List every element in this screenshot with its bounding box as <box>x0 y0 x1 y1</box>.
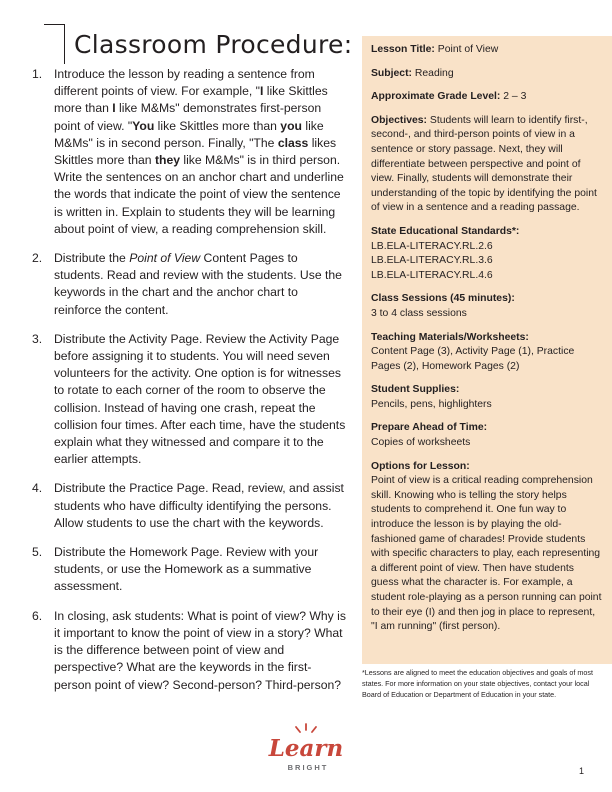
student-supplies-label: Student Supplies: <box>371 384 460 396</box>
step-number: 6. <box>32 608 43 623</box>
procedure-step <box>30 608 348 694</box>
objectives-text: Students will learn to identify first-, second-, and third-person points of view in a sentence or story passage. Next, they will differentiate between perspective and point of view. Finally, students will demonstrate their understanding of the topic by identifying the point of view in a sentence and a reading passage. <box>371 114 597 214</box>
step-emphasis: they <box>154 153 180 168</box>
logo-tagline: BRIGHT <box>287 763 329 772</box>
standard-item: LB.ELA-LITERACY.RL.4.6 <box>371 269 493 281</box>
step-text-run: like M&Ms" is in third person. Write the sentences on an anchor chart and underline the words that indicate the point of view the sentence is written in. Explain to students they will be learning about point of view, a reading comprehension skill. <box>54 153 344 236</box>
step-emphasis: You <box>132 118 155 133</box>
step-text <box>54 481 344 529</box>
teaching-materials-block <box>371 331 604 375</box>
step-number: 3. <box>32 331 43 346</box>
grade-level-block <box>371 90 604 105</box>
teaching-materials-value: Content Page (3), Activity Page (1), Practice Pages (2), Homework Pages (2) <box>371 346 575 372</box>
logo-wordmark: Learn <box>268 735 344 762</box>
sparkle-icon <box>296 724 316 732</box>
step-text-run: like Skittles more than <box>54 84 328 116</box>
step-text-run: like Skittles more than <box>154 118 281 133</box>
step-text-run: Distribute the Activity Page. Review the Activity Page before assigning it to students. You will need seven volunteers for the activity. One option is for witnesses to rotate to each corner of the room to observe the collision. Instead of having one crash, repeat the collision four times. After each time, have the students explain what they witnessed and compare it to the earlier attempts. <box>54 331 346 467</box>
standards-footnote: *Lessons are aligned to meet the education objectives and goals of most states. For more information on your state objectives, contact your local Board of Education or Department of Education in your state. <box>362 668 593 699</box>
class-sessions-value: 3 to 4 class sessions <box>371 307 467 319</box>
standards-label: State Educational Standards*: <box>371 225 520 237</box>
grade-level-value: 2 – 3 <box>503 91 527 103</box>
prepare-ahead-value: Copies of worksheets <box>371 437 471 449</box>
procedure-step <box>30 250 348 319</box>
step-text <box>54 67 344 236</box>
prepare-ahead-label: Prepare Ahead of Time: <box>371 422 488 434</box>
lesson-options-text: Point of view is a critical reading comprehension skill. Knowing who is telling the story helps students to comprehend it. One fun way to introduce the lesson is by playing the old-fashioned game of charades! Provide students with specific characters to play, each representing a different point of view. Then have students guess what the character is. For example, a student role-playing as a person running can point to their eye (I) and then jog in place to represent, "I am running" (first person). <box>371 475 602 633</box>
step-text-run: Distribute the <box>54 251 130 266</box>
subject-block <box>371 67 604 82</box>
step-number: 5. <box>32 545 43 560</box>
procedure-step <box>30 480 348 532</box>
step-text <box>54 332 345 466</box>
class-sessions-block <box>371 292 604 321</box>
procedure-steps-list <box>30 66 348 706</box>
page-title: Classroom Procedure: <box>74 30 353 59</box>
step-text-run: Content Pages to students. Read and review with the students. Use the keywords in the chart and the anchor chart to reinforce the content. <box>54 251 342 317</box>
lesson-title-value: Point of View <box>437 44 499 55</box>
standard-item: LB.ELA-LITERACY.RL.3.6 <box>371 255 493 267</box>
step-emphasis: you <box>280 118 302 133</box>
step-number: 1. <box>32 67 43 81</box>
grade-level-label: Approximate Grade Level: <box>371 91 501 103</box>
student-supplies-block <box>371 383 604 412</box>
objectives-label: Objectives: <box>371 114 428 126</box>
page-number: 1 <box>578 766 584 776</box>
lesson-options-block <box>371 460 604 635</box>
subject-value: Reading <box>414 67 454 79</box>
learn-bright-logo[interactable] <box>256 720 356 780</box>
class-sessions-label: Class Sessions (45 minutes): <box>371 293 515 305</box>
lesson-title-label: Lesson Title: <box>371 44 435 55</box>
prepare-ahead-block <box>371 421 604 450</box>
objectives-block <box>371 114 604 216</box>
step-number: 2. <box>32 251 43 266</box>
title-corner-bracket <box>44 24 64 25</box>
step-number: 4. <box>32 481 43 496</box>
standard-item: LB.ELA-LITERACY.RL.2.6 <box>371 240 493 252</box>
step-emphasis: class <box>277 135 309 150</box>
teaching-materials-label: Teaching Materials/Worksheets: <box>371 331 529 343</box>
standards-block <box>371 225 604 283</box>
step-text <box>54 545 318 593</box>
subject-label: Subject: <box>371 67 412 79</box>
procedure-step <box>30 544 348 596</box>
title-corner-rule <box>64 24 65 64</box>
lesson-info-sidebar <box>362 36 612 664</box>
step-text <box>54 609 346 692</box>
step-text-run: Distribute the Homework Page. Review with your students, or use the Homework as a summative assessment. <box>54 545 319 594</box>
procedure-step <box>30 331 348 469</box>
lesson-title-block <box>371 43 604 58</box>
step-text-run: likes Skittles more than <box>54 135 337 168</box>
step-text-run: In closing, ask students: What is point of view? Why is it important to know the point of view in a story? What is the difference between point of view and perspective? What are the keywords in the first-person point of view? Second-person? Third-person? <box>54 608 346 692</box>
lesson-options-label: Options for Lesson: <box>371 460 470 472</box>
step-emphasis: I <box>259 84 264 99</box>
procedure-step <box>30 66 348 238</box>
step-text-run: like M&Ms" demonstrates first-person point of view. " <box>54 101 322 133</box>
step-text-run: Introduce the lesson by reading a sentence from different points of view. For example, " <box>54 67 315 99</box>
step-text-run: like M&Ms" is in second person. Finally, "The <box>54 118 324 150</box>
student-supplies-value: Pencils, pens, highlighters <box>371 398 492 410</box>
step-text-run: Distribute the Practice Page. Read, review, and assist students who have difficulty identifying the persons. Allow students to use the chart with the keywords. <box>54 481 344 530</box>
step-text <box>54 251 342 317</box>
step-emphasis: I <box>112 101 116 116</box>
step-title-italic: Point of View <box>129 251 201 266</box>
